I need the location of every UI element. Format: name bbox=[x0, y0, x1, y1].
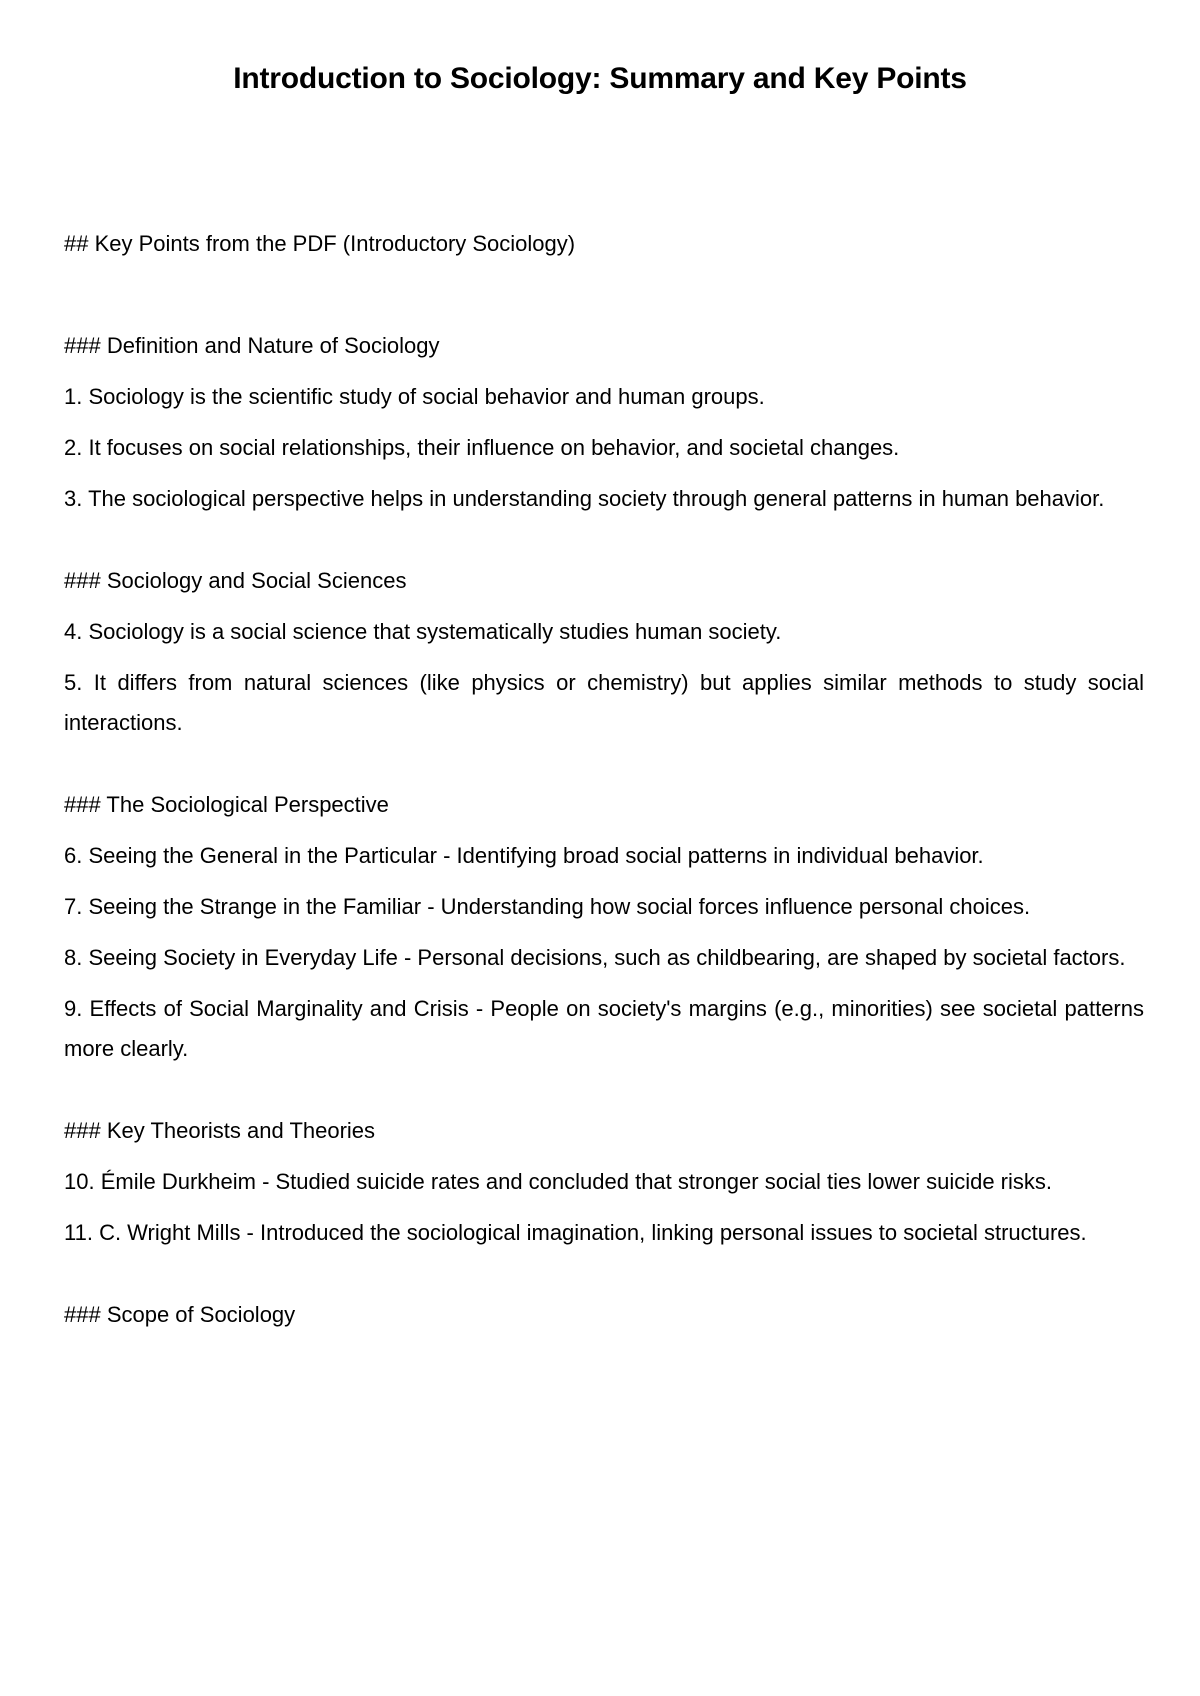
section-heading: ### The Sociological Perspective bbox=[64, 792, 389, 817]
key-points-heading: ## Key Points from the PDF (Introductory Sociology) bbox=[64, 231, 576, 256]
list-item: 5. It differs from natural sciences (like physics or chemistry) but applies similar methods to study social interactions. bbox=[64, 670, 1144, 735]
list-item: 3. The sociological perspective helps in understanding society through general patterns in human behavior. bbox=[64, 486, 1105, 511]
section-scope bbox=[64, 1295, 1144, 1335]
document-body bbox=[64, 224, 1144, 1346]
list-item: 10. Émile Durkheim - Studied suicide rates and concluded that stronger social ties lower suicide risks. bbox=[64, 1169, 1053, 1194]
list-item: 9. Effects of Social Marginality and Crisis - People on society's margins (e.g., minorities) see societal patterns more clearly. bbox=[64, 996, 1144, 1061]
section-heading: ### Key Theorists and Theories bbox=[64, 1118, 376, 1143]
section-theorists bbox=[64, 1111, 1144, 1253]
list-item: 6. Seeing the General in the Particular - Identifying broad social patterns in individual behavior. bbox=[64, 843, 984, 868]
document-title: Introduction to Sociology: Summary and Key Points bbox=[233, 62, 967, 95]
section-perspective bbox=[64, 785, 1144, 1069]
list-item: 7. Seeing the Strange in the Familiar - Understanding how social forces influence personal choices. bbox=[64, 894, 1031, 919]
section-social-sciences bbox=[64, 561, 1144, 743]
list-item: 2. It focuses on social relationships, their influence on behavior, and societal changes. bbox=[64, 435, 900, 460]
section-definition bbox=[64, 326, 1144, 519]
section-heading: ### Definition and Nature of Sociology bbox=[64, 333, 440, 358]
list-item: 1. Sociology is the scientific study of social behavior and human groups. bbox=[64, 384, 765, 409]
section-heading: ### Scope of Sociology bbox=[64, 1302, 296, 1327]
list-item: 4. Sociology is a social science that systematically studies human society. bbox=[64, 619, 782, 644]
section-heading: ### Sociology and Social Sciences bbox=[64, 568, 407, 593]
list-item: 11. C. Wright Mills - Introduced the sociological imagination, linking personal issues to societal structures. bbox=[64, 1220, 1087, 1245]
list-item: 8. Seeing Society in Everyday Life - Personal decisions, such as childbearing, are shaped by societal factors. bbox=[64, 945, 1126, 970]
